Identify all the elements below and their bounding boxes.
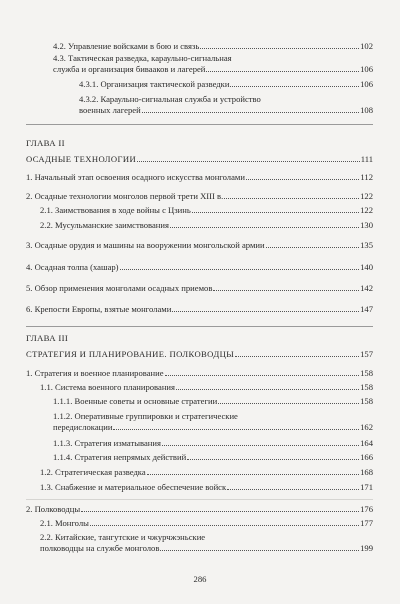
toc-entry — [53, 438, 373, 448]
toc-entry-text: 1.2. Стратегическая разведка — [40, 467, 146, 477]
leader-dots — [206, 70, 359, 72]
chapter-title: ОСАДНЫЕ ТЕХНОЛОГИИ — [26, 154, 137, 164]
leader-dots — [165, 374, 360, 376]
toc-entry-page: 164 — [360, 438, 373, 448]
section-divider — [26, 499, 373, 500]
toc-entry-page: 158 — [360, 396, 373, 406]
section-divider — [26, 326, 373, 327]
chapter-page: 111 — [360, 154, 373, 164]
chapter-title-row — [26, 349, 373, 359]
toc-entry-page: 130 — [360, 220, 373, 230]
toc-entry-text: 4.3.2. Караульно-сигнальная служба и устройство — [79, 94, 261, 104]
toc-entry-page: 122 — [360, 191, 373, 201]
leader-dots — [172, 310, 359, 312]
toc-entry-text: 1.1.4. Стратегия непрямых действий — [53, 452, 187, 462]
toc-entry-page: 158 — [360, 382, 373, 392]
leader-dots — [113, 428, 359, 430]
toc-entry — [79, 79, 373, 89]
toc-entry-page: 106 — [360, 79, 373, 89]
toc-entry-text: 4.3. Тактическая разведка, караульно-сигнальная — [53, 53, 232, 63]
toc-entry-text: 2.2. Китайские, тангутские и чжурчжэньские — [40, 532, 206, 542]
leader-dots — [213, 289, 359, 291]
toc-entry-page: 171 — [360, 482, 373, 492]
leader-dots — [187, 458, 359, 460]
chapter-label: ГЛАВА III — [26, 333, 69, 343]
toc-entry-text: 2.1. Заимствования в ходе войны с Цзинь — [40, 205, 191, 215]
toc-entry — [26, 304, 373, 314]
leader-dots — [162, 444, 359, 446]
leader-dots — [90, 524, 359, 526]
toc-entry — [26, 172, 373, 182]
leader-dots — [176, 388, 359, 390]
leader-dots — [137, 160, 360, 162]
toc-entry-text: 2.1. Монголы — [40, 518, 89, 528]
toc-entry-text-cont: служба и организация бивааков и лагерей — [53, 63, 206, 74]
toc-entry-text-cont: полководцы на службе монголов — [40, 542, 160, 553]
toc-entry-text: 6. Крепости Европы, взятые монголами — [26, 304, 172, 314]
toc-entry-page: 147 — [360, 304, 373, 314]
toc-entry-text: 2. Полководцы — [26, 504, 81, 514]
toc-entry-text: 1. Начальный этап освоения осадного искусства монголами — [26, 172, 245, 182]
toc-entry-text: 2.2. Мусульманские заимствования — [40, 220, 169, 230]
toc-entry-page: 108 — [360, 104, 373, 115]
leader-dots — [147, 473, 359, 475]
toc-entry-page: 176 — [360, 504, 373, 514]
chapter-title: СТРАТЕГИЯ И ПЛАНИРОВАНИЕ. ПОЛКОВОДЦЫ — [26, 349, 235, 359]
toc-entry-text: 4. Осадная толпа (хашар) — [26, 262, 119, 272]
leader-dots — [142, 111, 359, 113]
toc-entry-page: 106 — [360, 63, 373, 74]
toc-entry-text: 4.3.1. Организация тактической разведки — [79, 79, 230, 89]
leader-dots — [120, 268, 360, 270]
toc-entry — [26, 368, 373, 378]
toc-entry — [40, 518, 373, 528]
leader-dots — [224, 197, 359, 199]
toc-entry-text-cont: передислокации — [53, 421, 113, 432]
toc-entry — [53, 411, 373, 432]
leader-dots — [160, 549, 359, 551]
leader-dots — [235, 355, 359, 357]
toc-entry — [53, 53, 373, 74]
leader-dots — [266, 246, 360, 248]
leader-dots — [170, 226, 359, 228]
toc-entry-text: 1.1. Система военного планирования — [40, 382, 175, 392]
toc-entry-page: 135 — [360, 240, 373, 250]
chapter-title-row — [26, 154, 373, 164]
leader-dots — [227, 488, 359, 490]
leader-dots — [200, 47, 359, 49]
page-number: 286 — [193, 574, 207, 584]
leader-dots — [192, 211, 359, 213]
chapter-label: ГЛАВА II — [26, 138, 65, 148]
toc-entry-page: 158 — [360, 368, 373, 378]
toc-entry — [26, 504, 373, 514]
toc-entry-page: 112 — [360, 172, 373, 182]
toc-entry-text-cont: военных лагерей — [79, 104, 141, 115]
toc-entry — [40, 205, 373, 215]
toc-entry-page: 168 — [360, 467, 373, 477]
leader-dots — [246, 178, 359, 180]
leader-dots — [230, 85, 359, 87]
toc-entry — [53, 452, 373, 462]
toc-entry — [40, 482, 373, 492]
chapter-page: 157 — [360, 349, 373, 359]
toc-entry — [40, 220, 373, 230]
toc-entry-page: 122 — [360, 205, 373, 215]
toc-entry-text: 1.1.1. Военные советы и основные стратегии — [53, 396, 218, 406]
toc-entry — [26, 262, 373, 272]
toc-entry-text: 2. Осадные технологии монголов первой трети XIII в. — [26, 191, 224, 201]
leader-dots — [81, 510, 359, 512]
toc-entry-page: 142 — [360, 283, 373, 293]
toc-entry-page: 199 — [360, 542, 373, 553]
toc-entry — [26, 191, 373, 201]
toc-entry-page: 177 — [360, 518, 373, 528]
toc-entry — [26, 240, 373, 250]
toc-entry — [40, 532, 373, 553]
section-divider — [26, 124, 373, 125]
toc-entry-text: 1.1.3. Стратегия изматывания — [53, 438, 161, 448]
toc-entry — [40, 467, 373, 477]
toc-entry-text: 5. Обзор применения монголами осадных приемов — [26, 283, 213, 293]
toc-entry-text: 3. Осадные орудия и машины на вооружении монгольской армии — [26, 240, 265, 250]
toc-entry-text: 4.2. Управление войсками в бою и связь — [53, 41, 200, 51]
toc-entry-text: 1. Стратегия и военное планирование — [26, 368, 164, 378]
toc-entry-page: 162 — [360, 421, 373, 432]
leader-dots — [218, 402, 359, 404]
toc-entry — [26, 283, 373, 293]
toc-entry-text: 1.1.2. Оперативные группировки и стратегические — [53, 411, 238, 421]
toc-entry — [40, 382, 373, 392]
toc-entry-page: 166 — [360, 452, 373, 462]
toc-entry-text: 1.3. Снабжение и материальное обеспечение войск — [40, 482, 227, 492]
toc-entry-page: 140 — [360, 262, 373, 272]
toc-entry — [53, 41, 373, 51]
toc-entry — [79, 94, 373, 115]
toc-entry-page: 102 — [360, 41, 373, 51]
toc-entry — [53, 396, 373, 406]
